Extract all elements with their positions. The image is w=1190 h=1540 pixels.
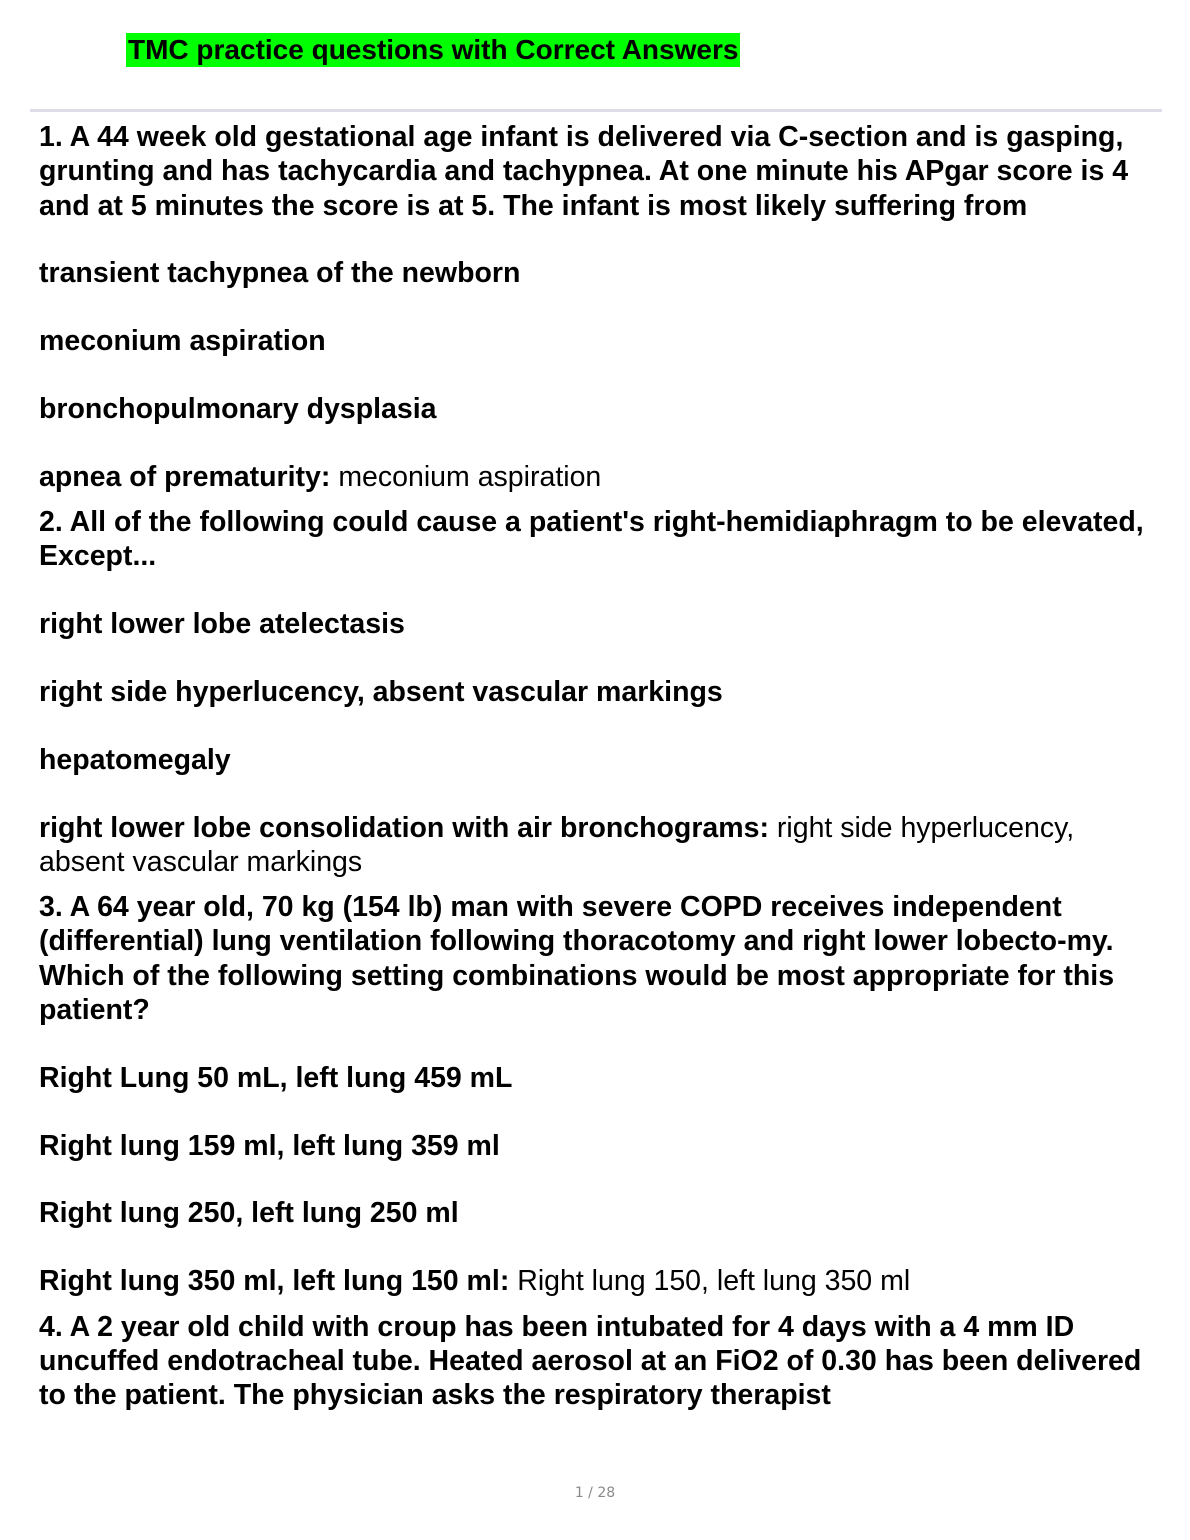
question-block-1 — [39, 120, 1159, 494]
answer-option: meconium aspiration — [39, 325, 326, 358]
question-block-2 — [39, 505, 1159, 879]
question-block-3 — [39, 890, 1159, 1298]
answer-option: Right lung 350 ml, left lung 150 ml: — [39, 1265, 510, 1298]
question-text: 4. A 2 year old child with croup has been intubated for 4 days with a 4 mm ID uncuffed endotracheal tube. Heated aerosol at an FiO2 of 0.30 has been delivered to the patient. The physician asks the respiratory therapist — [39, 1310, 1142, 1412]
answer-option: right lower lobe consolidation with air bronchograms: — [39, 811, 769, 844]
question-text: 1. A 44 week old gestational age infant is delivered via C-section and is gasping, grunting and has tachycardia and tachypnea. At one minute his APgar score is 4 and at 5 minutes the score is at 5. The infant is most likely suffering from — [39, 121, 1129, 222]
answer-option: Right Lung 50 mL, left lung 459 mL — [39, 1061, 513, 1094]
document-body — [39, 120, 1159, 1423]
question-text: 2. All of the following could cause a patient's right-hemidiaphragm to be elevated, Except... — [39, 506, 1144, 573]
page-number: 1 / 28 — [574, 1485, 616, 1501]
answer-option: bronchopulmonary dysplasia — [39, 392, 437, 425]
answer-option: right lower lobe atelectasis — [39, 608, 405, 641]
answer-option-with-answer — [39, 811, 1159, 880]
correct-answer: right side hyperlucency, absent vascular markings — [39, 811, 1075, 878]
title-divider — [30, 109, 1162, 112]
question-text: 3. A 64 year old, 70 kg (154 lb) man with severe COPD receives independent (differential) lung ventilation following thoracotomy and right lower lobecto-my. Which of the following setting combinations would be most appropriate for this patient? — [39, 891, 1115, 1027]
answer-option: Right lung 159 ml, left lung 359 ml — [39, 1129, 500, 1162]
correct-answer: Right lung 150, left lung 350 ml — [517, 1265, 911, 1298]
question-block-4 — [39, 1310, 1159, 1413]
answer-option: hepatomegaly — [39, 743, 231, 776]
answer-option: transient tachypnea of the newborn — [39, 257, 521, 290]
answer-option: Right lung 250, left lung 250 ml — [39, 1197, 459, 1230]
answer-option: right side hyperlucency, absent vascular markings — [39, 675, 723, 708]
answer-option: apnea of prematurity: — [39, 460, 331, 493]
document-title: TMC practice questions with Correct Answers — [128, 34, 739, 65]
answer-option-with-answer — [39, 1264, 1159, 1298]
answer-option-with-answer — [39, 460, 1159, 494]
correct-answer: meconium aspiration — [338, 460, 602, 493]
